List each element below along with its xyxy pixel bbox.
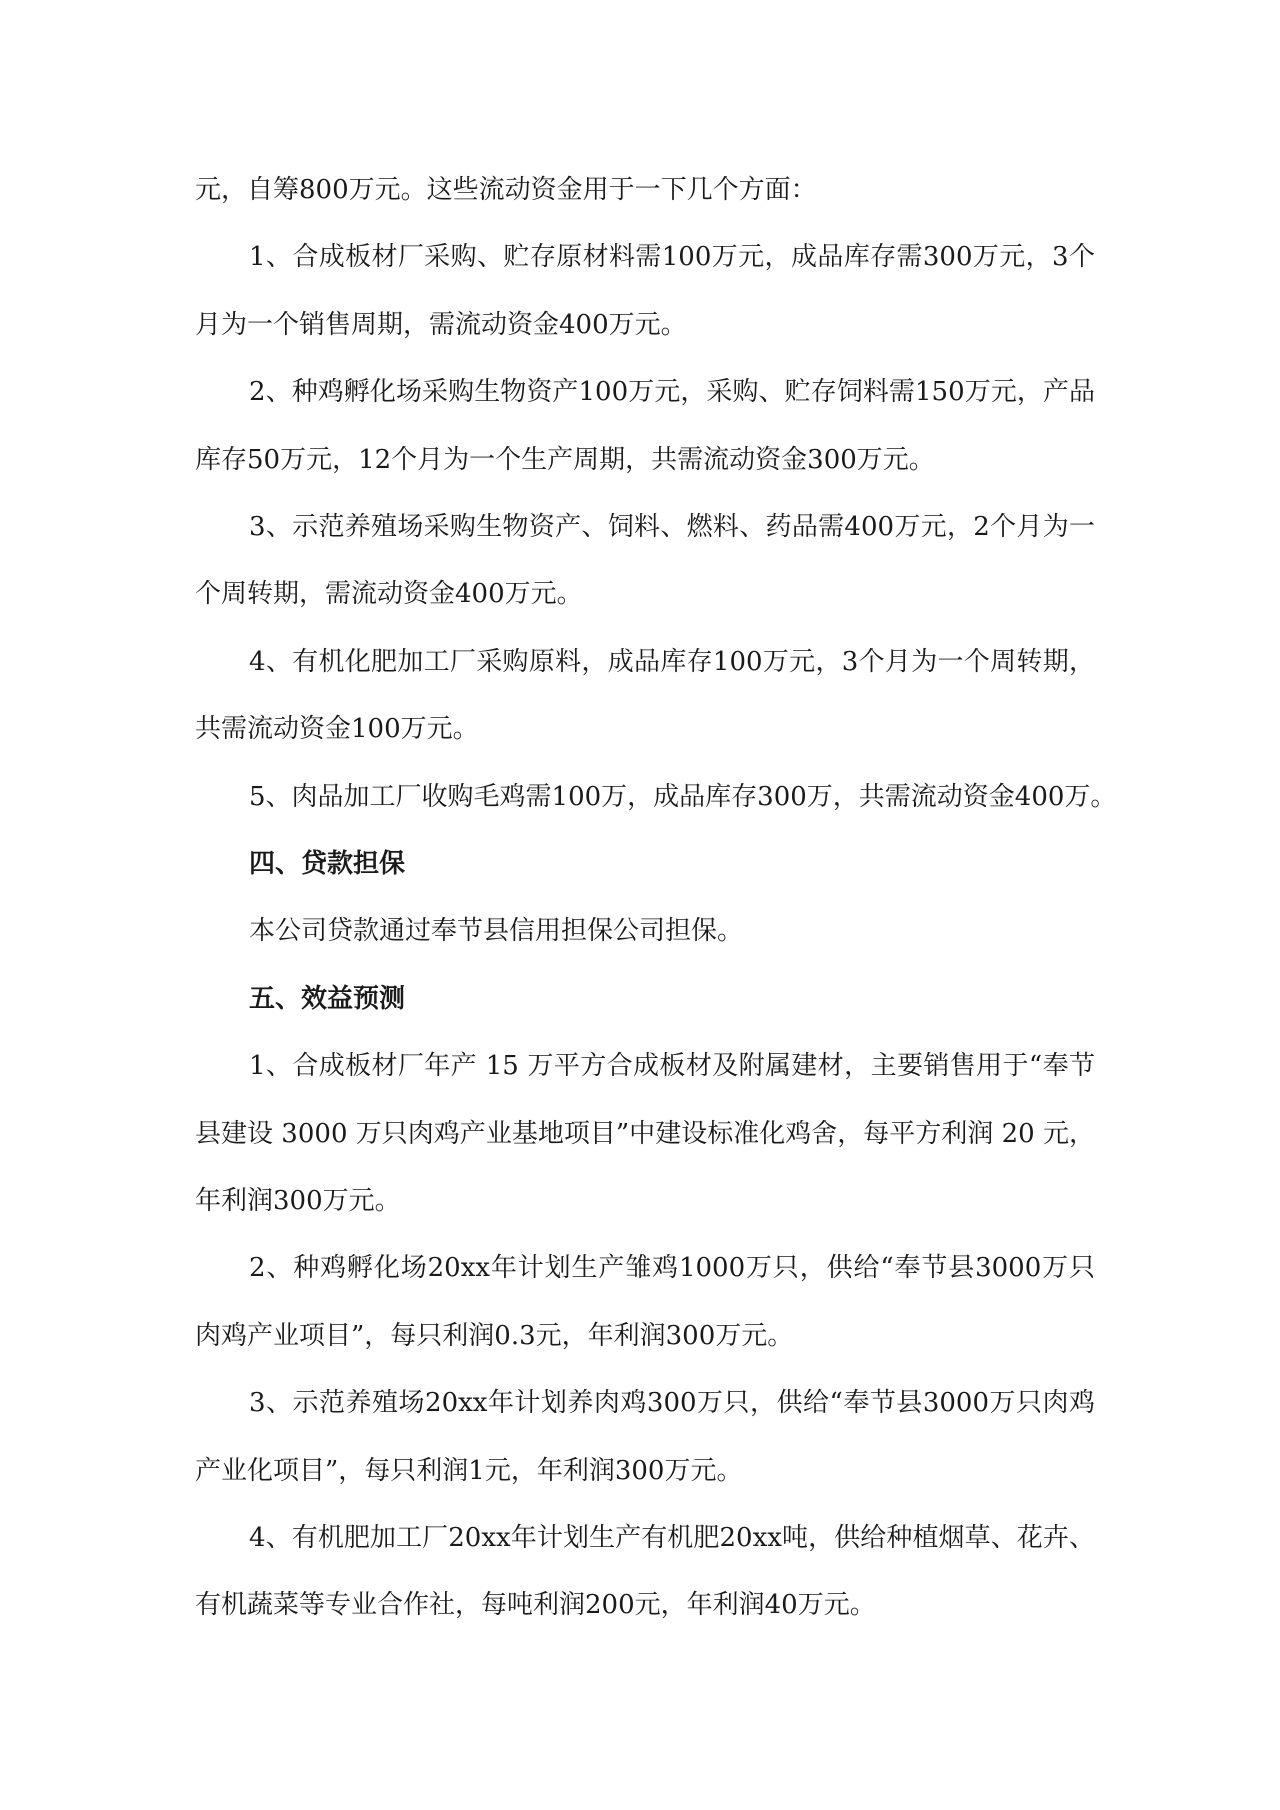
text-line: 个周转期，需流动资金400万元。 (195, 579, 583, 610)
text-line: 元，自筹800万元。这些流动资金用于一下几个方面： (195, 175, 817, 205)
text-line: 5、肉品加工厂收购毛鸡需100万，成品库存300万，共需流动资金400万。 (249, 781, 1117, 812)
text-line: 本公司贷款通过奉节县信用担保公司担保。 (249, 916, 744, 947)
text-line: 1、合成板材厂年产 15 万平方合成板材及附属建材，主要销售用于“奉节 (249, 1051, 1095, 1082)
text-line: 肉鸡产业项目”，每只利润0.3元，年利润300万元。 (195, 1320, 794, 1351)
text-line: 月为一个销售周期，需流动资金400万元。 (195, 309, 687, 340)
text-line: 县建设 3000 万只肉鸡产业基地项目”中建设标准化鸡舍，每平方利润 20 元， (195, 1118, 1095, 1149)
text-line: 年利润300万元。 (195, 1186, 401, 1216)
text-line: 2、种鸡孵化场20xx年计划生产雏鸡1000万只，供给“奉节县3000万只 (249, 1253, 1095, 1284)
section-heading: 四、贷款担保 (249, 849, 406, 879)
text-line: 2、种鸡孵化场采购生物资产100万元，采购、贮存饲料需150万元，产品 (249, 377, 1095, 408)
text-line: 有机蔬菜等专业合作社，每吨利润200元，年利润40万元。 (195, 1590, 876, 1621)
text-line: 库存50万元，12个月为一个生产周期，共需流动资金300万元。 (195, 444, 935, 475)
text-line: 3、示范养殖场20xx年计划养肉鸡300万只，供给“奉节县3000万只肉鸡 (249, 1388, 1095, 1419)
text-line: 共需流动资金100万元。 (195, 714, 479, 745)
section-heading: 五、效益预测 (249, 983, 406, 1014)
text-line: 3、示范养殖场采购生物资产、饲料、燃料、药品需400万元，2个月为一 (249, 512, 1095, 542)
text-line: 4、有机肥加工厂20xx年计划生产有机肥20xx吨，供给种植烟草、花卉、 (249, 1523, 1095, 1553)
text-line: 4、有机化肥加工厂采购原料，成品库存100万元，3个月为一个周转期， (249, 646, 1095, 677)
text-line: 产业化项目”，每只利润1元，年利润300万元。 (195, 1455, 743, 1486)
text-line: 1、合成板材厂采购、贮存原材料需100万元，成品库存需300万元，3个 (249, 242, 1095, 273)
